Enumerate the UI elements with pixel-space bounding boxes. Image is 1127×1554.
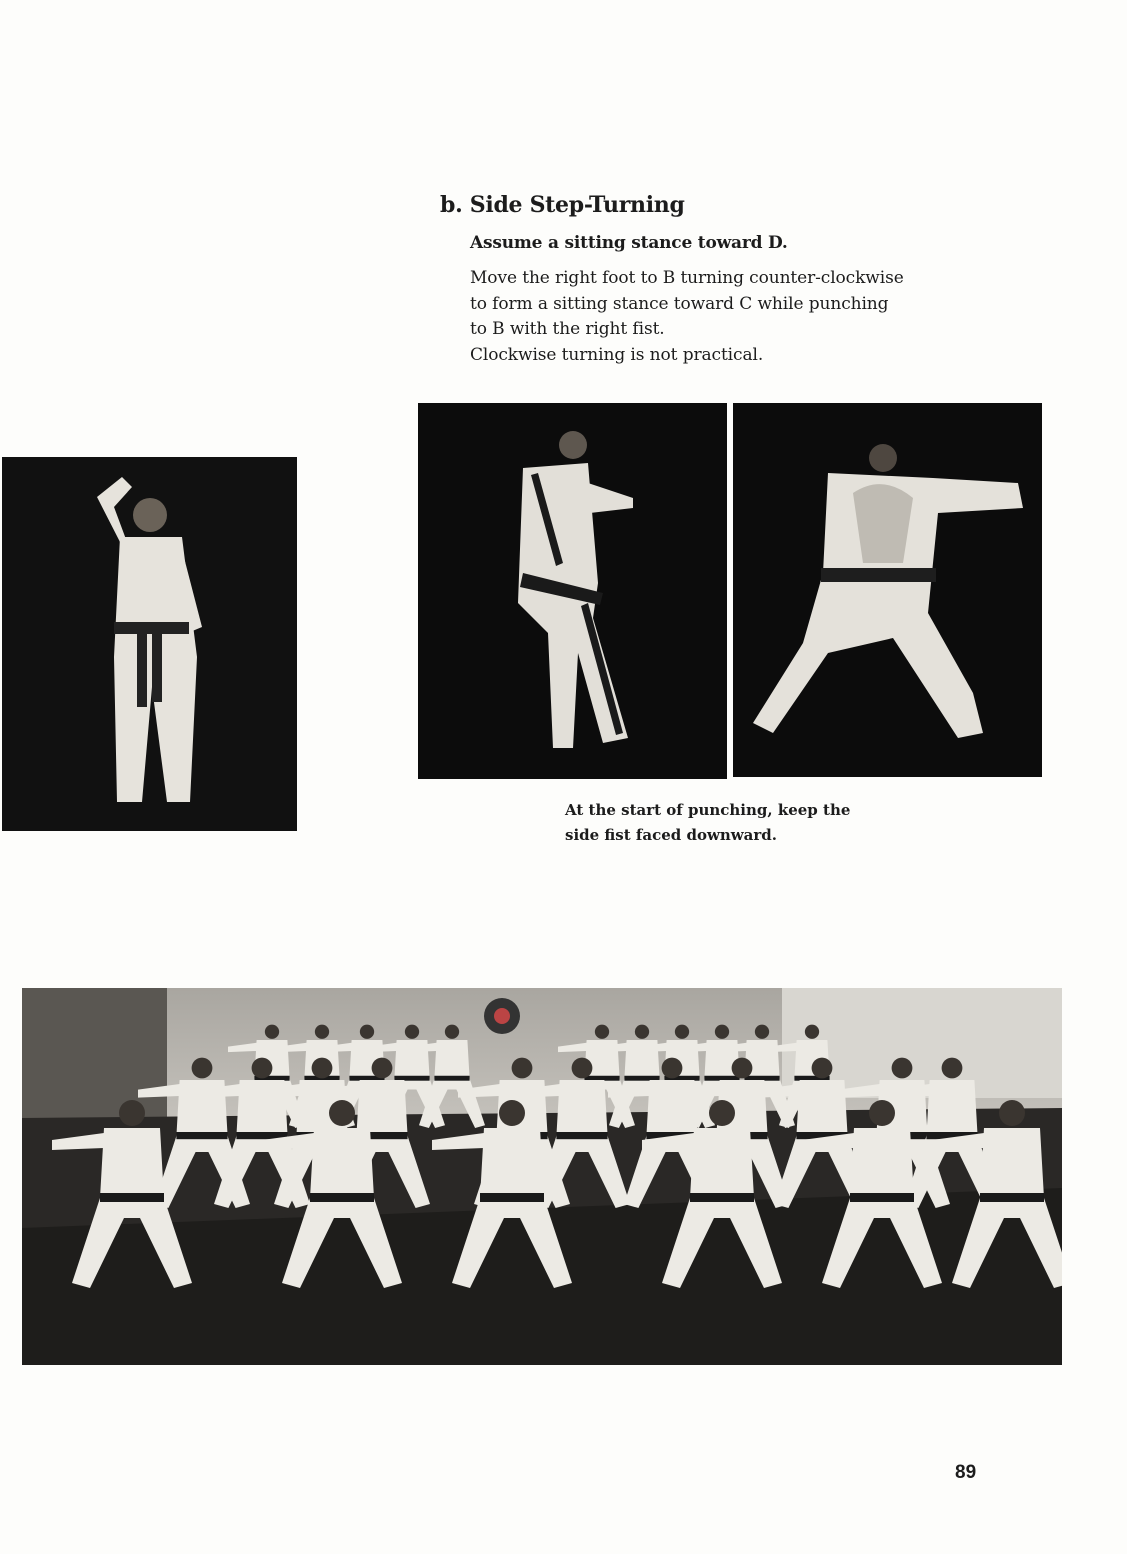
instruction-text [470, 266, 904, 368]
page-number: 89 [955, 1462, 977, 1483]
body-line: Move the right foot to B turning counter-clockwise [470, 268, 904, 288]
body-line: to form a sitting stance toward C while punching [470, 293, 889, 314]
caption-line: side fist faced downward. [565, 826, 778, 844]
photo-ready-stance [2, 457, 297, 831]
section-subheading: Assume a sitting stance toward D. [470, 233, 788, 253]
body-line: to B with the right fist. [470, 319, 665, 339]
section-heading: b. Side Step-Turning [440, 192, 685, 218]
body-line: Clockwise turning is not practical. [470, 344, 764, 365]
photo-caption [565, 798, 850, 848]
caption-line: At the start of punching, keep the [565, 801, 851, 819]
photo-sitting-stance-back [733, 403, 1042, 777]
photo-turning-step [418, 403, 727, 779]
photo-class-training [22, 988, 1062, 1365]
